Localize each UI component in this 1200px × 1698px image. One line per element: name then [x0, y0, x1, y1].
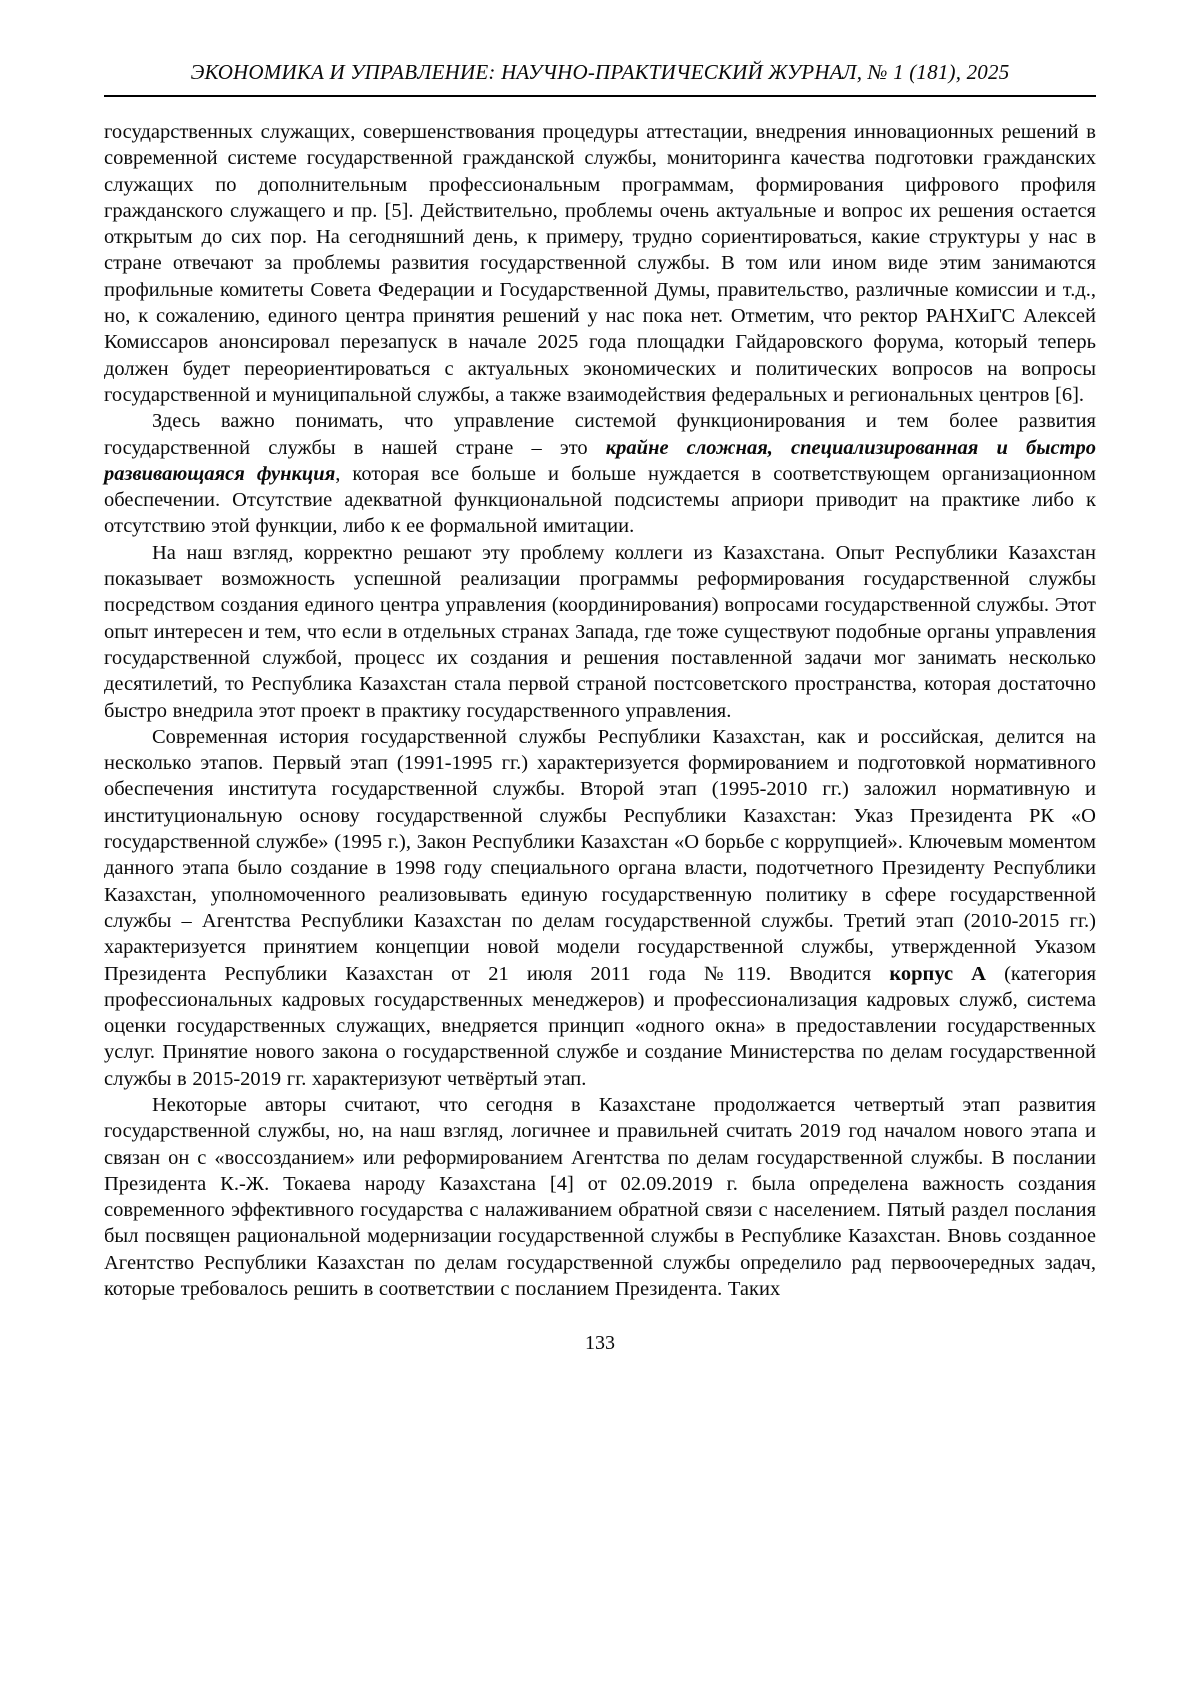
paragraph-2	[104, 408, 1096, 539]
text-run: Здесь важно понимать, что управление системой функционирования и тем более развития государственной службы в нашей стране – это	[104, 410, 1096, 459]
paragraph-4	[104, 724, 1096, 1092]
paragraph-1	[104, 119, 1096, 408]
journal-header-title: ЭКОНОМИКА И УПРАВЛЕНИЕ: НАУЧНО-ПРАКТИЧЕСКИЙ ЖУРНАЛ, № 1 (181), 2025	[190, 60, 1010, 84]
text-run: государственных служащих, совершенствования процедуры аттестации, внедрения инновационных решений в современной системе государственной гражданской службы, мониторинга качества подготовки гражданских служащих по дополнительным профессиональным программам, формирования цифрового профиля гражданского служащего и пр. [5]. Действительно, проблемы очень актуальные и вопрос их решения остается открытым до сих пор. На сегодняшний день, к примеру, трудно сориентироваться, какие структуры у нас в стране отвечают за проблемы развития государственной службы. В том или ином виде этим занимаются профильные комитеты Совета Федерации и Государственной Думы, правительство, различные комиссии и т.д., но, к сожалению, единого центра принятия решений у нас пока нет. Отметим, что ректор РАНХиГС Алексей Комиссаров анонсировал перезапуск в начале 2025 года площадки Гайдаровского форума, который теперь должен будет переориентироваться с актуальных экономических и политических вопросов на вопросы государственной и муниципальной службы, а также взаимодействия федеральных и региональных центров [6].	[104, 121, 1096, 406]
paragraph-5	[104, 1092, 1096, 1302]
text-run-emphasis: крайне сложная, специализированная и быстро развивающаяся функция	[104, 436, 1096, 485]
text-run: На наш взгляд, корректно решают эту проблему коллеги из Казахстана. Опыт Республики Казахстан показывает возможность успешной реализации программы реформирования государственной службы посредством создания единого центра управления (координирования) вопросами государственной службы. Этот опыт интересен и тем, что если в отдельных странах Запада, где тоже существуют подобные органы управления государственной службой, процесс их создания и решения поставленной задачи мог занимать несколько десятилетий, то Республика Казахстан стала первой страной постсоветского пространства, которая достаточно быстро внедрила этот проект в практику государственного управления.	[104, 541, 1096, 722]
text-run: Некоторые авторы считают, что сегодня в Казахстане продолжается четвертый этап развития государственной службы, но, на наш взгляд, логичнее и правильней считать 2019 год началом нового этапа и связан он с «воссозданием» или реформированием Агентства по делам государственной службы. В послании Президента К.-Ж. Токаева народу Казахстана [4] от 02.09.2019 г. была определена важность создания современного эффективного государства с налаживанием обратной связи с населением. Пятый раздел послания был посвящен рациональной модернизации государственной службы в Республике Казахстан. Вновь созданное Агентство Республики Казахстан по делам государственной службы определило рад первоочередных задач, которые требовалось решить в соответствии с посланием Президента. Таких	[104, 1093, 1096, 1301]
article-body	[104, 119, 1096, 1302]
text-run-bold: корпус А	[889, 962, 986, 985]
header-rule	[104, 95, 1096, 97]
paragraph-3	[104, 540, 1096, 724]
text-run: Современная история государственной службы Республики Казахстан, как и российская, делится на несколько этапов. Первый этап (1991-1995 гг.) характеризуется формированием и подготовкой нормативного обеспечения института государственной службы. Второй этап (1995-2010 гг.) заложил нормативную и институциональную основу государственной службы Республики Казахстан: Указ Президента РК «О государственной службе» (1995 г.), Закон Республики Казахстан «О борьбе с коррупцией». Ключевым моментом данного этапа было создание в 1998 году специального органа власти, подотчетного Президенту Республики Казахстан, уполномоченного реализовывать единую государственную политику в сфере государственной службы – Агентства Республики Казахстан по делам государственной службы. Третий этап (2010-2015 гг.) характеризуется принятием концепции новой модели государственной службы, утвержденной Указом Президента Республики Казахстан от 21 июля 2011 года №119. Вводится	[104, 725, 1096, 985]
page-number: 133	[585, 1332, 615, 1355]
text-run: , которая все больше и больше нуждается в соответствующем организационном обеспечении. Отсутствие адекватной функциональной подсистемы априори приводит на практике либо к отсутствию этой функции, либо к ее формальной имитации.	[104, 462, 1096, 538]
text-run: (категория профессиональных кадровых государственных менеджеров) и профессионализация кадровых служб, система оценки государственных служащих, внедряется принцип «одного окна» в предоставлении государственных услуг. Принятие нового закона о государственной службе и создание Министерства по делам государственной службы в 2015-2019 гг. характеризуют четвёртый этап.	[104, 962, 1096, 1090]
